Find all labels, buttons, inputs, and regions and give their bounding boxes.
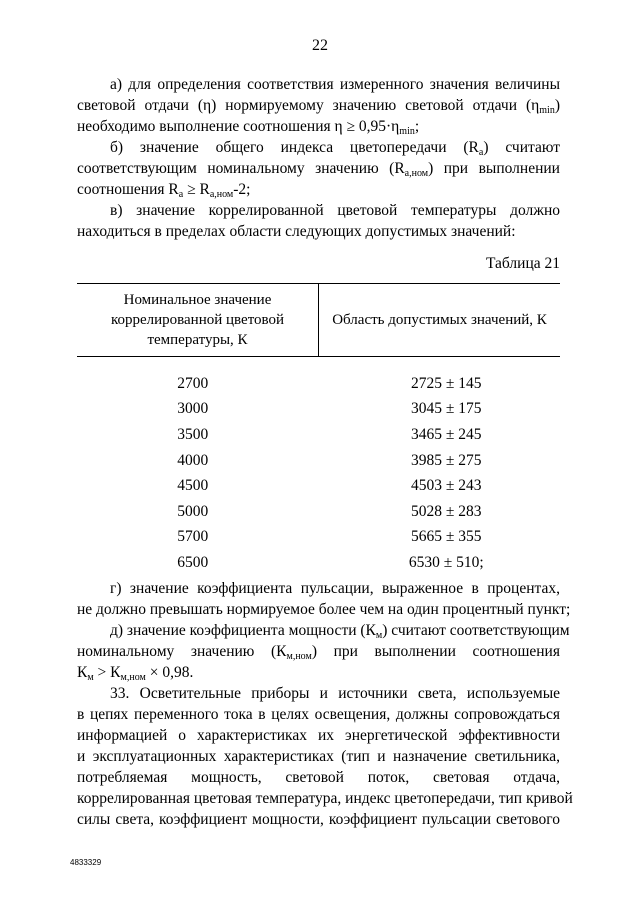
table-cell-range: 6530 ± 510; — [408, 553, 484, 571]
table-cell-nominal: 2700 — [177, 374, 209, 392]
paragraph-g-line-2: не должно превышать нормируемое более чем на один процентный пункт; — [77, 601, 571, 618]
table-header-nominal: Номинальное значение коррелированной цветовой температуры, К — [77, 284, 319, 357]
paragraph-b-line-2: соответствующим номинальному значению $(R_{a,ном})$ при выполнении — [77, 160, 560, 179]
table-row — [77, 448, 560, 474]
table-cell-range: 4503 ± 243 — [410, 477, 482, 495]
paragraph-33 — [77, 683, 573, 830]
table-cell-range: 5028 ± 283 — [410, 502, 482, 520]
paragraph-a-line-3: необходимо выполнение соотношения $\eta \ge 0,95\cdot\eta_{min}$; — [77, 118, 420, 137]
table-cell-nominal: 3500 — [177, 425, 209, 443]
paragraph-v-line-1: в) значение коррелированной цветовой температуры должно — [110, 202, 560, 219]
paragraph-v-line-2: находиться в пределах области следующих допустимых значений: — [77, 223, 516, 240]
page-number: 22 — [312, 37, 328, 54]
table-cell-nominal: 4000 — [177, 451, 209, 469]
table-cell-range: 5665 ± 355 — [410, 528, 482, 546]
paragraph-b-line-1: б) значение общего индекса цветопередачи $(R_a)$ считают — [110, 139, 560, 158]
table-row — [77, 499, 560, 525]
paragraph-d-line-1: д) значение коэффициента мощности $(К_м)$ считают соответствующим — [110, 622, 570, 641]
paragraph-v — [77, 200, 560, 242]
paragraph-d-line-3: $К_м > К_{м,ном} \times 0,98$. — [77, 664, 194, 683]
paragraph-33-line: силы света, коэффициент мощности, коэффициент пульсации светового — [77, 811, 560, 828]
paragraph-b — [77, 137, 560, 200]
footer-code: 4833329 — [70, 858, 102, 867]
paragraph-33-line: коррелированная цветовая температура, индекс цветопередачи, тип кривой — [77, 790, 573, 807]
table-header-row — [77, 284, 560, 357]
paragraph-a — [77, 74, 560, 137]
table-spacer — [77, 357, 560, 372]
paragraph-33-line: 33. Осветительные приборы и источники света, используемые — [110, 685, 560, 702]
paragraph-a-line-1: а) для определения соответствия измеренного значения величины — [110, 76, 560, 93]
paragraph-33-line: и эксплуатационных характеристиках (тип и назначение светильника, — [77, 748, 560, 765]
paragraph-d — [77, 620, 570, 683]
table-cell-nominal: 4500 — [177, 477, 209, 495]
table-cell-nominal: 3000 — [177, 400, 209, 418]
table-cell-range: 3465 ± 245 — [410, 425, 482, 443]
paragraph-33-line: потребляемая мощность, световой поток, световая отдача, — [77, 769, 560, 786]
table-cell-range: 3045 ± 175 — [410, 400, 482, 418]
table-row — [77, 525, 560, 551]
table-row — [77, 550, 560, 576]
table-row — [77, 473, 560, 499]
paragraph-a-line-2: световой отдачи (η) нормируемому значению световой отдачи $(\eta_{min})$ — [77, 97, 560, 116]
table-cell-range: 3985 ± 275 — [410, 451, 482, 469]
paragraph-33-line: информацией о характеристиках их энергетической эффективности — [77, 727, 560, 744]
table-row — [77, 371, 560, 397]
table-cell-nominal: 5000 — [177, 502, 209, 520]
table-cell-nominal: 5700 — [177, 528, 209, 546]
table-cell-nominal: 6500 — [177, 553, 209, 571]
paragraph-b-line-3: соотношения $R_a \ge R_{a,ном}-2$; — [77, 181, 251, 200]
paragraph-g — [77, 578, 571, 620]
table-row — [77, 397, 560, 423]
table-21 — [77, 283, 560, 576]
paragraph-d-line-2: номинальному значению $(К_{м,ном})$ при выполнении соотношения — [77, 643, 560, 662]
table-row — [77, 422, 560, 448]
table-cell-range: 2725 ± 145 — [410, 374, 482, 392]
paragraph-g-line-1: г) значение коэффициента пульсации, выраженное в процентах, — [110, 580, 560, 597]
paragraph-33-line: в цепях переменного тока в целях освещения, должны сопровождаться — [77, 706, 560, 723]
table-header-range: Область допустимых значений, К — [319, 284, 561, 357]
table-caption: Таблица 21 — [485, 255, 560, 272]
